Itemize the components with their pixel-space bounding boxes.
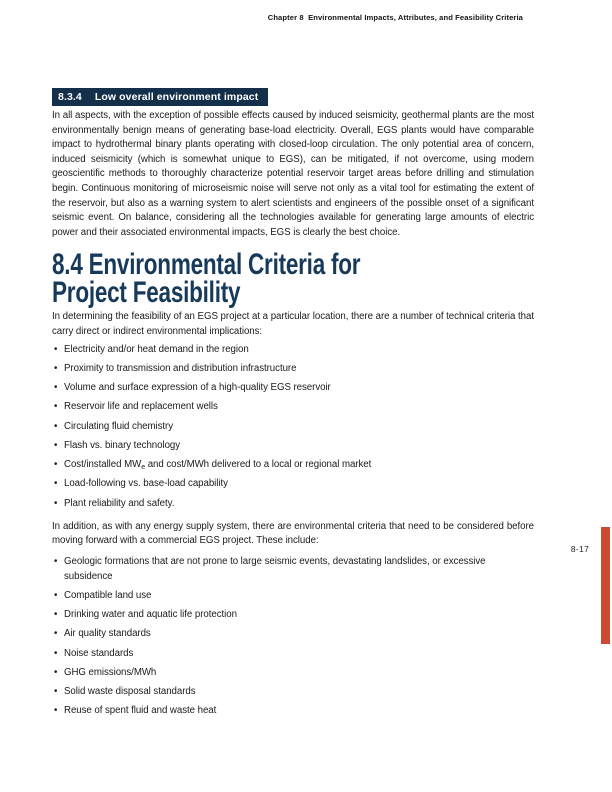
bullet-item: • Cost/installed $MW_e$ and cost/MWh delivered to a local or regional market <box>52 457 534 472</box>
paragraph-low-impact: In all aspects, with the exception of possible effects caused by induced seismicity, geothermal plants are the most environmentally benign means of generating base-load electricity. Overall, EGS plants would have comparable impact to hydrothermal binary plants operating with closed-loop circulation. The only potential area of concern, induced seismicity (which is somewhat unique to EGS), can be mitigated, if not overcome, using modern geoscientific methods to thoroughly characterize potential reservoir target areas before drilling and stimulation begin. Continuous monitoring of microseismic noise will serve not only as a vital tool for estimating the extent of the reservoir, but also as a warning system to alert scientists and engineers of the possible onset of a significant seismic event. On balance, considering all the technologies available for generating large amounts of electric power and their associated environmental impacts, EGS is clearly the best choice. <box>52 110 534 238</box>
bullet-item: • Plant reliability and safety. <box>52 496 534 511</box>
section-title-line-1: 8.4 Environmental Criteria for <box>52 248 361 282</box>
bullet-item: • Solid waste disposal standards <box>52 684 534 699</box>
page-edge-accent-bar <box>601 527 610 644</box>
bullet-item: • Volume and surface expression of a high-quality EGS reservoir <box>52 380 534 395</box>
bullet-item: • Flash vs. binary technology <box>52 438 534 453</box>
bullet-item: • Reuse of spent fluid and waste heat <box>52 703 534 718</box>
technical-criteria-list <box>52 342 534 511</box>
bullet-item: • Proximity to transmission and distribution infrastructure <box>52 361 534 376</box>
bullet-item: • Noise standards <box>52 646 534 661</box>
bullet-item: • Reservoir life and replacement wells <box>52 399 534 414</box>
bullet-item: • Air quality standards <box>52 626 534 641</box>
subscript: e <box>141 464 146 472</box>
section-heading-8-3-4 <box>52 88 268 106</box>
running-header: Chapter 8 Environmental Impacts, Attributes, and Feasibility Criteria <box>267 13 523 22</box>
bullet-item: • Drinking water and aquatic life protection <box>52 607 534 622</box>
bullet-item: • Load-following vs. base-load capability <box>52 476 534 491</box>
section-title-line-2: Project Feasibility <box>52 276 241 310</box>
paragraph-environmental-intro: In addition, as with any energy supply system, there are environmental criteria that need to be considered before moving forward with a commercial EGS project. These include: <box>52 520 534 547</box>
bullet-item: • Electricity and/or heat demand in the region <box>52 342 534 357</box>
section-number: 8.3.4 <box>58 91 82 103</box>
bullet-item: • Geologic formations that are not prone to large seismic events, devastating landslides, or excessive subsidence <box>52 554 534 584</box>
section-heading-label: Low overall environment impact <box>94 91 259 103</box>
text-column <box>52 87 534 718</box>
bullet-item: • Circulating fluid chemistry <box>52 419 534 434</box>
page-number: 8-17 <box>570 544 590 554</box>
bullet-item: • Compatible land use <box>52 588 534 603</box>
environmental-criteria-list <box>52 554 534 719</box>
section-title-8-4 <box>52 248 534 310</box>
bullet-item: • GHG emissions/MWh <box>52 665 534 680</box>
paragraph-technical-intro: In determining the feasibility of an EGS project at a particular location, there are a number of technical criteria that carry direct or indirect environmental implications: <box>52 311 534 337</box>
